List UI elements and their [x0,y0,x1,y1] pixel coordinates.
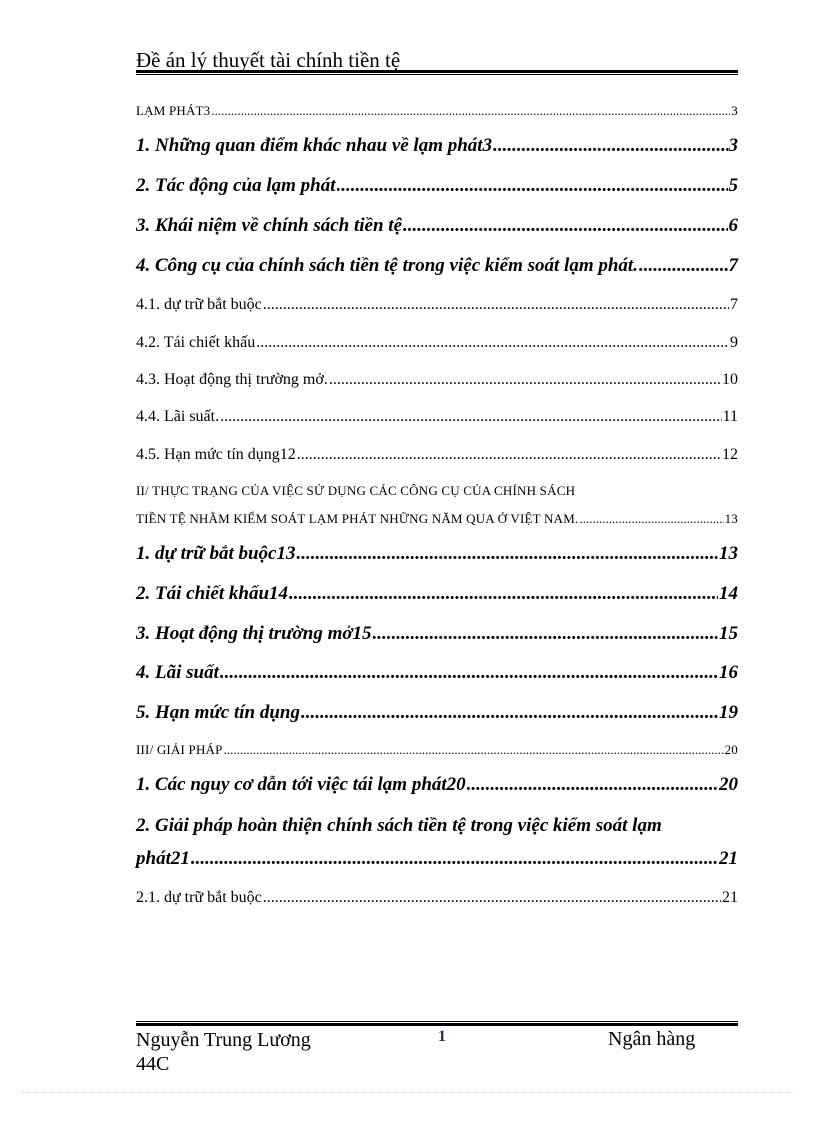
toc-entry[interactable] [136,742,738,758]
toc-entry-title: phát21 [136,848,190,869]
toc-entry-page: 11 [722,408,738,425]
dot-leader [220,408,722,426]
dot-leader [467,774,718,796]
toc-entry-page: 20 [724,742,738,757]
toc-entry[interactable] [136,296,738,314]
toc-entry[interactable] [136,543,738,565]
toc-entry-title: III/ GIẢI PHÁP [136,742,223,757]
footer-author: Nguyễn Trung Lương 44C [136,1029,311,1075]
toc-entry-page: 19 [719,702,738,723]
toc-entry[interactable] [136,889,738,907]
running-header: Đề án lý thuyết tài chính tiền tệ [136,48,401,72]
dot-leader [329,371,721,389]
toc-entry[interactable] [136,511,738,527]
toc-entry-title: 4. Công cụ của chính sách tiền tệ trong việc kiểm soát lạm phát. [136,255,638,276]
toc-entry-page: 21 [722,889,738,906]
toc-entry[interactable] [136,662,738,684]
toc-entry-title: 4.5. Hạn mức tín dụng12 [136,446,296,463]
dot-leader [263,296,729,314]
toc-entry-title: 4.4. Lãi suất. [136,408,220,425]
dot-leader [191,848,718,870]
toc-entry[interactable] [136,371,738,389]
toc-entry-page: 14 [719,583,738,604]
toc-entry-title: 2. Tái chiết khấu14 [136,583,289,604]
toc-entry-page: 16 [719,662,738,683]
dot-leader [403,215,727,237]
header-rule [136,70,738,75]
dot-leader [579,511,723,527]
toc-entry-page: 13 [719,543,738,564]
toc-entry-title: 1. Các nguy cơ dẫn tới việc tái lạm phát20 [136,774,466,795]
dot-leader [224,742,724,758]
dot-leader [220,662,718,684]
dot-leader [296,543,718,565]
toc-entry[interactable] [136,175,738,197]
toc-entry-title: LẠM PHÁT3 [136,103,211,118]
toc-entry-page: 9 [730,334,738,351]
toc-entry-title: 4.2. Tái chiết khấu [136,334,256,351]
toc-entry-page: 5 [728,175,738,196]
toc-entry-title: 4. Lãi suất [136,662,219,683]
toc-entry-page: 12 [722,446,738,463]
toc-entry-page: 3 [728,135,738,156]
dot-leader [256,334,729,352]
toc-entry[interactable] [136,103,738,119]
toc-entry[interactable] [136,135,738,157]
toc-entry[interactable] [136,446,738,464]
toc-entry-page: 13 [724,511,738,526]
dot-leader [263,889,721,907]
toc-entry-title: 3. Hoạt động thị trường mở15 [136,623,372,644]
toc-entry[interactable] [136,774,738,796]
toc-entry-title: 1. dự trữ bắt buộc13 [136,543,296,564]
dot-leader [373,623,718,645]
toc-entry-page: 10 [722,371,738,388]
toc-entry[interactable] [136,408,738,426]
toc-entry[interactable] [136,848,738,870]
dot-leader [289,583,718,605]
toc-entry-title: 3. Khái niệm về chính sách tiền tệ [136,215,403,236]
toc-entry-title: TIỀN TỆ NHẰM KIỂM SOÁT LẠM PHÁT NHỮNG NĂM QUA Ở VIỆT NAM. [136,511,579,526]
toc-entry-page: 3 [731,103,738,118]
toc-entry-title: 1. Những quan điểm khác nhau về lạm phát3 [136,135,493,156]
toc-entry[interactable] [136,215,738,237]
page-number: 1 [438,1028,446,1045]
toc-entry[interactable] [136,583,738,605]
dot-leader [493,135,727,157]
dot-leader [639,255,728,277]
page-edge [22,1092,794,1093]
toc-entry-title-line1[interactable]: II/ THỰC TRẠNG CỦA VIỆC SỬ DỤNG CÁC CÔNG CỤ CỦA CHÍNH SÁCH [136,483,576,498]
toc-entry-page: 20 [719,774,738,795]
toc-entry-title: 4.1. dự trữ bắt buộc [136,296,262,313]
toc-entry[interactable] [136,334,738,352]
toc-entry[interactable] [136,702,738,724]
toc-entry-page: 15 [719,623,738,644]
footer-rule [136,1021,738,1026]
dot-leader [297,446,721,464]
toc-entry-page: 6 [728,215,738,236]
toc-entry-page: 21 [719,848,738,869]
dot-leader [211,103,730,119]
toc-entry-title: 2.1. dự trữ bắt buộc [136,889,262,906]
toc-entry-title-line1[interactable]: 2. Giải pháp hoàn thiện chính sách tiền tệ trong việc kiểm soát lạm [136,815,662,836]
dot-leader [301,702,718,724]
toc-entry-title: 4.3. Hoạt động thị trường mở. [136,371,328,388]
toc-entry-page: 7 [728,255,738,276]
toc-entry-title: 2. Tác động của lạm phát [136,175,336,196]
footer-department: Ngân hàng [608,1028,696,1050]
dot-leader [337,175,728,197]
toc-entry-page: 7 [730,296,738,313]
toc-entry[interactable] [136,255,738,277]
toc-entry[interactable] [136,623,738,645]
toc-entry-title: 5. Hạn mức tín dụng [136,702,300,723]
